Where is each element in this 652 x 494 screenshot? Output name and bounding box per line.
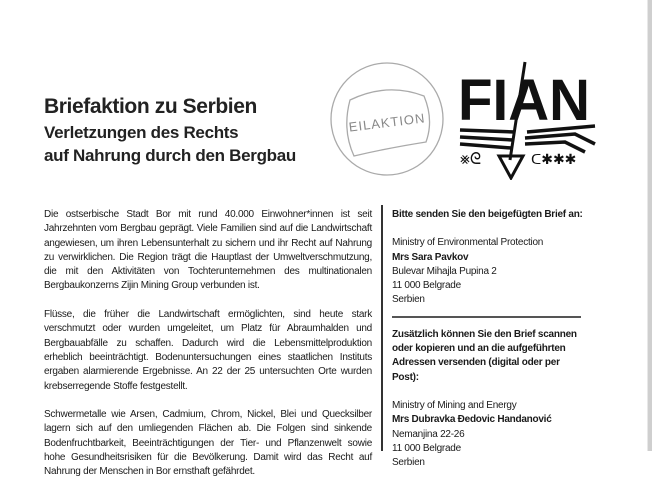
fian-logo: [455, 60, 605, 180]
send-instruction: Bitte senden Sie den beigefügten Brief an:: [392, 209, 583, 220]
address-sidebar: [392, 208, 612, 470]
paragraph: Flüsse, die früher die Landwirtschaft ermöglichten, sind heute stark verschmutzt oder wurden umgeleitet, um Platz für Abraumhalden und Bergbauabfälle zu schaffen. Dadurch wird die Lebensmittelproduktion erheblich beeinträchtigt. Bodenuntersuchungen eines staatlichen Instituts ergaben alarmierende Ergebnisse. An 22 der 25 untersuchten Orte wurden krebserregende Stoffe festgestellt.: [44, 309, 372, 392]
page-subtitle: [44, 121, 296, 167]
address-country: Serbien: [392, 294, 425, 306]
address-street: Nemanjina 22-26: [392, 428, 465, 440]
svg-text:ᑕ✱✱✱: ᑕ✱✱✱: [531, 151, 577, 167]
address-block-2: [392, 399, 612, 470]
svg-text:EILAKTION: EILAKTION: [347, 110, 427, 135]
address-city: 11 000 Belgrade: [392, 442, 461, 454]
divider: [392, 316, 581, 318]
eilaktion-stamp: [328, 60, 446, 178]
additional-instruction: Zusätzlich können Sie den Brief scannen oder kopieren und an die aufgeführten Adressen versenden (digital oder per Post):: [392, 328, 577, 383]
paragraph: Schwermetalle wie Arsen, Cadmium, Chrom, Nickel, Blei und Quecksilber lagern sich auf den umliegenden Flächen ab. Die Folgen sind sinkende Bodenfruchtbarkeit, Beeinträchtigungen der Tier- und Pflanzenwelt sowie hohe Gesundheitsrisiken für die Bevölkerung. Damit wird das Recht auf Nahrung der Menschen in Bor ernsthaft gefährdet.: [44, 409, 372, 478]
page-title: Briefaktion zu Serbien: [44, 95, 257, 118]
scrollbar[interactable]: [648, 0, 652, 451]
address-name: Mrs Dubravka Đedovic Handanović: [392, 414, 552, 426]
address-org: Ministry of Environmental Protection: [392, 237, 544, 249]
column-divider: [381, 205, 383, 451]
address-street: Bulevar Mihajla Pupina 2: [392, 265, 497, 277]
address-block-1: [392, 236, 612, 307]
address-country: Serbien: [392, 457, 425, 469]
subtitle-line: Verletzungen des Rechts: [44, 123, 239, 142]
address-name: Mrs Sara Pavkov: [392, 251, 469, 263]
page-edge: [647, 0, 648, 451]
svg-text:⨳ᘓ: ⨳ᘓ: [460, 151, 482, 168]
address-org: Ministry of Mining and Energy: [392, 399, 517, 411]
paragraph: Die ostserbische Stadt Bor mit rund 40.000 Einwohner*innen ist seit Jahrzehnten vom Bergbau geprägt. Viele Familien sind auf die Landwirtschaft angewiesen, um ihren Lebensunterhalt zu sichern und ihr Recht auf Nahrung zu verwirklichen. Die Region trägt die Hauptlast der Umweltverschmutzung, die mit den Aktivitäten von Tochterunternehmen des multinationalen Bergbaukonzerns Zijin Mining Group verbunden ist.: [44, 209, 372, 292]
intro-text: [44, 208, 372, 494]
subtitle-line: auf Nahrung durch den Bergbau: [44, 146, 296, 165]
address-city: 11 000 Belgrade: [392, 280, 461, 292]
svg-text:FIAN: FIAN: [458, 68, 590, 133]
